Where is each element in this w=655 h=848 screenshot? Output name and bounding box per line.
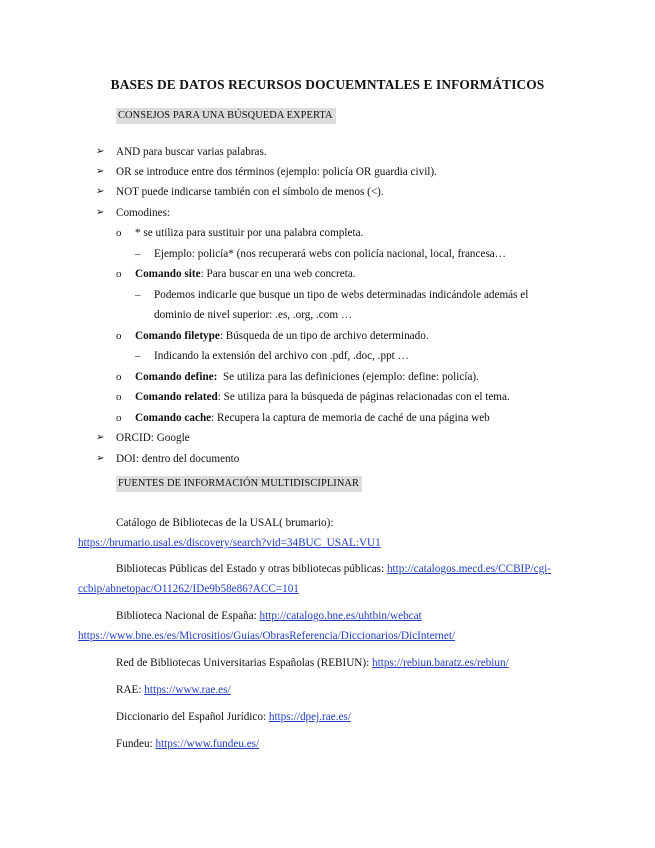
bne-label: Biblioteca Nacional de España: bbox=[116, 610, 260, 622]
section-heading-search-tips: CONSEJOS PARA UNA BÚSQUEDA EXPERTA bbox=[116, 108, 336, 124]
bullet-comodines: Comodines: bbox=[116, 207, 171, 219]
bullet-arrow-icon: ➢ bbox=[96, 432, 105, 443]
bullet-arrow-icon: ➢ bbox=[96, 207, 105, 218]
cache-command-text: : Recupera la captura de memoria de caché de una página web bbox=[211, 412, 490, 424]
sub-bullet-site bbox=[135, 267, 356, 281]
bullet-arrow-icon: ➢ bbox=[96, 166, 105, 177]
sub-bullet-circle-icon: o bbox=[116, 330, 122, 342]
asterisk-example: Ejemplo: policía* (nos recuperará webs con policía nacional, local, francesa… bbox=[154, 248, 506, 260]
bullet-arrow-icon: ➢ bbox=[96, 453, 105, 464]
sub-bullet-circle-icon: o bbox=[116, 227, 122, 239]
sub-bullet-asterisk: * se utiliza para sustituir por una palabra completa. bbox=[135, 227, 364, 239]
rae-link[interactable]: https://www.rae.es/ bbox=[144, 684, 231, 696]
bne-link-dictionaries[interactable]: https://www.bne.es/es/Micrositios/Guias/ObrasReferencia/Diccionarios/DicInternet/ bbox=[78, 630, 456, 642]
dpej-link[interactable]: https://dpej.rae.es/ bbox=[268, 711, 351, 723]
bullet-arrow-icon: ➢ bbox=[96, 146, 105, 157]
related-command-text: : Se utiliza para la búsqueda de páginas relacionadas con el tema. bbox=[217, 391, 510, 403]
filetype-command-text: : Búsqueda de un tipo de archivo determinado. bbox=[219, 330, 429, 342]
site-command-name: Comando site bbox=[135, 268, 201, 280]
sub-bullet-related bbox=[135, 390, 510, 404]
section-heading-sources: FUENTES DE INFORMACIÓN MULTIDISCIPLINAR bbox=[116, 476, 362, 492]
site-command-text: : Para buscar en una web concreta. bbox=[200, 268, 356, 280]
sub-bullet-circle-icon: o bbox=[116, 391, 122, 403]
related-command-name: Comando related bbox=[135, 391, 218, 403]
site-detail-line-2: dominio de nivel superior: .es, .org, .com … bbox=[154, 309, 353, 321]
rebiun-label: Red de Bibliotecas Universitarias Españolas (REBIUN): bbox=[116, 657, 373, 669]
sub-bullet-circle-icon: o bbox=[116, 412, 122, 424]
sub-bullet-circle-icon: o bbox=[116, 371, 122, 383]
dash-bullet-icon: – bbox=[135, 248, 141, 260]
bullet-or: OR se introduce entre dos términos (ejemplo: policía OR guardia civil). bbox=[116, 166, 437, 178]
bullet-arrow-icon: ➢ bbox=[96, 186, 105, 197]
bpe-link-part-2[interactable]: ccbip/abnetopac/O11262/IDe9b58e86?ACC=101 bbox=[78, 583, 299, 595]
sub-bullet-cache bbox=[135, 411, 490, 425]
sub-bullet-define bbox=[135, 370, 479, 384]
fundeu-label: Fundeu: bbox=[116, 738, 156, 750]
usal-label: Catálogo de Bibliotecas de la USAL( brumario): bbox=[116, 517, 334, 529]
rebiun-line bbox=[116, 656, 509, 670]
bne-link-catalog[interactable]: http://catalogo.bne.es/uhtbin/webcat bbox=[259, 610, 422, 622]
rae-label: RAE: bbox=[116, 684, 145, 696]
fundeu-line bbox=[116, 737, 259, 751]
dash-bullet-icon: – bbox=[135, 289, 141, 301]
bullet-not: NOT puede indicarse también con el símbolo de menos (<). bbox=[116, 186, 384, 198]
dpej-line bbox=[116, 710, 351, 724]
document-title: BASES DE DATOS RECURSOS DOCUEMNTALES E INFORMÁTICOS bbox=[110, 77, 545, 92]
filetype-detail: Indicando la extensión del archivo con .pdf, .doc, .ppt … bbox=[154, 350, 409, 362]
define-command-name: Comando define: bbox=[135, 371, 218, 383]
sub-bullet-circle-icon: o bbox=[116, 268, 122, 280]
cache-command-name: Comando cache bbox=[135, 412, 212, 424]
dpej-label: Diccionario del Español Jurídico: bbox=[116, 711, 269, 723]
bpe-line bbox=[116, 562, 551, 576]
usal-link[interactable]: https://brumario.usal.es/discovery/search?vid=34BUC_USAL:VU1 bbox=[78, 537, 381, 549]
sub-bullet-filetype bbox=[135, 329, 429, 343]
bpe-link-part-1[interactable]: http://catalogos.mecd.es/CCBIP/cgi- bbox=[386, 563, 551, 575]
bullet-and: AND para buscar varias palabras. bbox=[116, 146, 267, 158]
bullet-orcid: ORCID: Google bbox=[116, 432, 190, 444]
site-detail-line-1: Podemos indicarle que busque un tipo de webs determinadas indicándole además el bbox=[154, 289, 529, 301]
rae-line bbox=[116, 683, 231, 697]
dash-bullet-icon: – bbox=[135, 350, 141, 362]
bullet-doi: DOI: dentro del documento bbox=[116, 453, 240, 465]
bpe-label: Bibliotecas Públicas del Estado y otras bibliotecas públicas: bbox=[116, 563, 387, 575]
define-command-text: Se utiliza para las definiciones (ejemplo: define: policía). bbox=[217, 371, 479, 383]
filetype-command-name: Comando filetype bbox=[135, 330, 220, 342]
fundeu-link[interactable]: https://www.fundeu.es/ bbox=[155, 738, 260, 750]
bne-line bbox=[116, 609, 422, 623]
rebiun-link[interactable]: https://rebiun.baratz.es/rebiun/ bbox=[372, 657, 509, 669]
